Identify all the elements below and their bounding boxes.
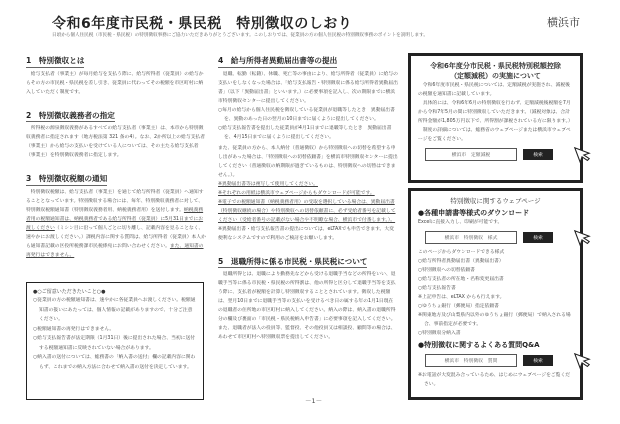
city-name: 横浜市 bbox=[547, 16, 580, 29]
document-title: 令和6年度市民税・県民税 特別徴収のしおり bbox=[52, 16, 353, 32]
section-1-heading: 1 特別徴収とは bbox=[26, 55, 84, 68]
pointer-cursor-icon bbox=[573, 146, 591, 164]
section-1 bbox=[26, 48, 206, 97]
middle-column bbox=[218, 48, 398, 348]
section-3-heading: 3 特別徴収税額の通知 bbox=[26, 173, 107, 186]
page-number: －1－ bbox=[305, 397, 323, 405]
section-3-text-1: 特別徴収税額は、給与支払者（事業主）を通じて給与所得者（従業員）へ通知することとなっています。特別徴収する場合には、毎年、特別徴収義務者に対して、特別徴収税額通知書（特別徴収義務者用、納税義務者用）を送付します。 bbox=[26, 189, 204, 213]
section-4-bullet: ○毎月の給与から個人住民税を徴収している従業員が退職等したとき 異動届出書を、異動のあった日の翌月の10日までに届くように提出してください。 bbox=[218, 107, 395, 122]
section-2 bbox=[26, 103, 206, 161]
notice-item: ○給与支払報告書が法定期限（1月31日）後に提出された場合、当初に送付する税額通知書に反映されていない場合があります。 bbox=[33, 336, 196, 351]
notice-item: ○従業員の方の税額通知書は、速やかに各従業員へお渡しください。税額通知書の扱いにあたっては、個人情報の記載がありますので、十分ご注意ください。 bbox=[33, 298, 196, 322]
form-item: ※関東地方及び山梨県内以外のゆうちょ銀行（郵便局）で納入される場合、事前指定が必要です。 bbox=[418, 313, 571, 327]
flat-tax-para: 制度の詳細については、総務省のウェブページまたは横浜市ウェブページをご覧ください。 bbox=[418, 128, 571, 142]
form-item: ○給与所得者異動届出書（異動届出書） bbox=[418, 259, 504, 264]
web-page-info-box bbox=[408, 188, 583, 400]
form-item: ○ゆうちょ銀行（郵便局）指定依頼書 bbox=[418, 304, 499, 309]
download-heading: ●各種申請書等様式のダウンロード bbox=[418, 209, 530, 217]
qa-footer-note: ※お電話が大変混み合っているため、はじめにウェブページをご覧ください。 bbox=[418, 373, 571, 387]
section-4-note: ※電子での税額通知書（納税義務者用）の受取を選択している場合は、異動届出書（特別徴収継続の場合）や特別徴収への切替依頼書に、必ず受給者番号を記載してください（受給者番号の記載がない場合や不明瞭な場合、横浜市で付番します。）。 bbox=[218, 199, 396, 223]
section-4 bbox=[218, 48, 398, 243]
pointer-cursor-icon bbox=[573, 352, 591, 370]
form-item: ○給与支払報告書 bbox=[418, 286, 456, 291]
left-column bbox=[26, 48, 206, 266]
document-subtitle: 日頃から個人住民税（市民税・県民税）の特別徴収事務にご協力いただきありがとうございます。このしおりでは、従業員の方の個人住民税の特別徴収事務のポイントを説明します。 bbox=[52, 33, 428, 38]
section-4-note: ※それぞれの用紙は横浜市ウェブページからもダウンロードが可能です。 bbox=[218, 190, 375, 196]
search-input[interactable]: 横浜市 特別徴収 質問 bbox=[425, 354, 517, 367]
section-2-body: 所得税の源泉徴収義務があるすべての給与支払者（事業主）は、本市から特別徴収義務者に指定されます（地方税法第 321 条の4）。なお、2か所以上の給与支払者（事業主）から給与の支払いを受けている人については、その主たる給与支払者（事業主）を特別徴収義務者に指定します。 bbox=[26, 126, 206, 158]
forms-list-intro: このページからダウンロードできる様式 bbox=[418, 250, 505, 255]
notice-item: ○納入書の送付については、総務書の「納入書の送付」欄の記載内容に関わらず、これまでの納入方法に合わせて納入書の送付を決定しています。 bbox=[33, 355, 196, 370]
flat-tax-para: 令和6年度市民税・県民税については、定額減税が実施され、減税後の税額を通知書に記載しています。 bbox=[418, 83, 570, 97]
section-3-text-3: （ミシン目に沿って個人ごとに切り離し、記載内容を見ることなく、速やかにお渡しください。）課税内容に関する質問は、給与所得者（従業員）本人から通知書記載の区役所税務課市民税係宛にお問い合わせください。 bbox=[26, 225, 206, 249]
qa-heading: ●特別徴収に関するよくある質問Q&A bbox=[418, 341, 540, 349]
web-box-heading: 特別徴収に関するウェブページ bbox=[450, 197, 541, 205]
section-3-text-4: また、通知書の再発行はできません。 bbox=[26, 243, 204, 258]
search-button[interactable]: 検索 bbox=[523, 355, 553, 366]
flat-tax-heading-2: （定額減税）の実施について bbox=[450, 72, 541, 80]
section-4-body: 退職、転勤（転籍）、休職、死亡等の事由により、給与所得者（従業員）に給与の支払いをしなくなった場合は、「給与支払報告・特別徴収に係る給与所得者異動届出書」（以下「異動届出書」といいます。）に必要事項を記入し、次の期限までに横浜市特別徴収センターに提出してください。 bbox=[218, 71, 398, 104]
section-3-text-2: 納税義務者用の税額通知書は、納税義務者である給与所得者（従業員）に5月31日までにお渡しください bbox=[26, 207, 204, 231]
search-row bbox=[425, 148, 573, 161]
form-item: ○特別徴収への切替依頼書 bbox=[418, 268, 475, 273]
section-4-note: ※異動届出書・給与支払報告書の提出については、eLTAXでも申告できます。大変便利なシステムですので利用のご検討をお願いします。 bbox=[218, 226, 394, 241]
notice-box bbox=[26, 282, 204, 400]
form-item: ○給与支払者の所在地・名称変更届出書 bbox=[418, 277, 504, 282]
search-button[interactable]: 検索 bbox=[523, 232, 553, 243]
section-3 bbox=[26, 166, 206, 260]
search-row bbox=[425, 354, 573, 367]
section-5-heading: 5 退職所得に係る市民税・県民税について bbox=[218, 256, 367, 269]
section-2-heading: 2 特別徴収義務者の指定 bbox=[26, 110, 115, 123]
search-row bbox=[425, 231, 573, 244]
flat-tax-reduction-box bbox=[408, 53, 583, 183]
section-3-body bbox=[26, 188, 206, 260]
section-5-body: 退職所得とは、退職により勤務先などから受ける退職手当などの所得をいい、退職手当等に係る市民税・県民税の所得割は、他の所得と区分して退職手当等を支払う際に、支払者が税額を計算し特別徴収することとされています。徴収した税額は、翌月10日までに退職手当等の支払いを受けるべき日の属する年の1月1日現在の退職者の住所地の市区町村に納入してください。納入の際は、納入書の退職所得分の欄及び裏面の「市民税・県民税納入申告書」に必要事項を記入してください。また、退職者が法人の役員等、監督役、その他役員又は相談役、顧問等の場合は、あわせて市区町村へ特別徴収票を提出してください。 bbox=[218, 272, 396, 340]
section-4-note: ※異動届出書等は複写して使用してください。 bbox=[218, 181, 318, 187]
pointer-cursor-icon bbox=[573, 229, 591, 247]
search-input[interactable]: 横浜市 定額減税 bbox=[425, 148, 517, 161]
section-4-bullet: ○給与支払報告書を提出した従業員が4月1日までに退職等したとき 異動届出書を、4月15日までに届くように提出してください。 bbox=[218, 125, 392, 140]
section-4-heading: 4 給与所得者異動届出書等の提出 bbox=[218, 55, 337, 68]
notice-item: ○税額通知書の再発行はできません。 bbox=[33, 326, 115, 332]
form-item: ※上記申告は、eLTAX からも行えます。 bbox=[418, 295, 505, 300]
search-input[interactable]: 横浜市 特別徴収 様式 bbox=[425, 231, 517, 244]
search-button[interactable]: 検索 bbox=[523, 149, 553, 160]
download-desc: Excelに直接入力し、印刷が可能です。 bbox=[418, 220, 503, 225]
section-5 bbox=[218, 249, 398, 343]
flat-tax-para: 具体的には、令和6年6月の特別徴収を行わず、定額減税後税額を7月から令和7年5月の間に特別徴収していただきます。（減税対象は、合計所得金額が1,805万円以下で、所得割が課税されている方に限ります。） bbox=[418, 101, 573, 124]
flat-tax-heading-1: 令和6年度分市民税・県民税特別税額控除 bbox=[430, 62, 561, 70]
section-4-body-2: また、従業員の方から、本人納付（普通徴収）から特別徴収への切替を希望する申し出があった場合は、「特別徴収への切替依頼書」を横浜市特別徴収センターに提出してください（普通徴収の納期限が過ぎているものは、特別徴収への切替はできません。）。 bbox=[218, 145, 398, 178]
notice-box-heading: ●○ご留意いただきたいこと○● bbox=[33, 289, 106, 295]
section-1-body: 給与支払者（事業主）が毎月給与を支払う際に、給与所得者（従業員）の給与からその方の市民税・県民税を差し引き、従業員に代わってその税額を市区町村に納入していただく制度です。 bbox=[26, 71, 204, 95]
form-item: ○特別徴収分納入書 bbox=[418, 331, 461, 336]
